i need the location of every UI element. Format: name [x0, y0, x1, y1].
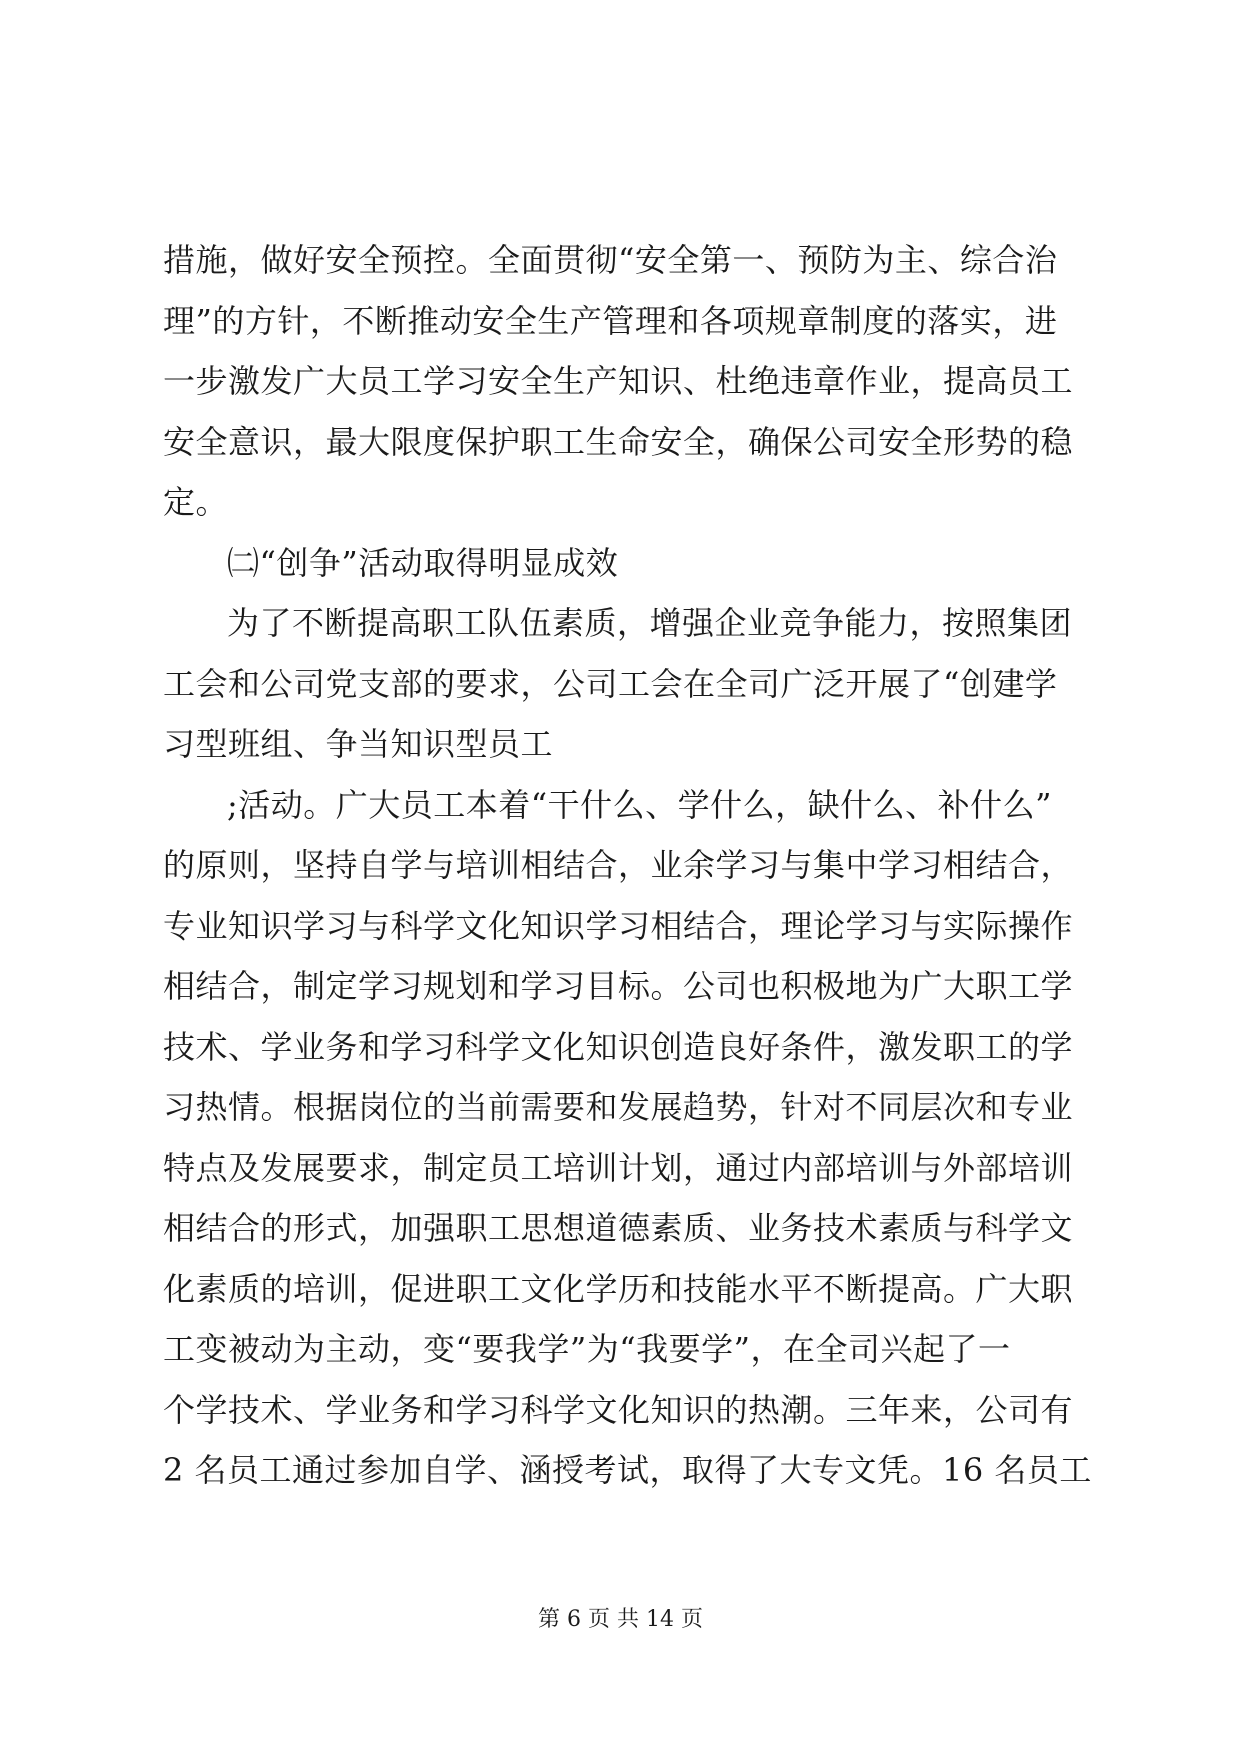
body-text — [163, 230, 1092, 1501]
text-line: 个学技术、学业务和学习科学文化知识的热潮。三年来，公司有 — [163, 1390, 1074, 1429]
text-line: 2 名员工通过参加自学、涵授考试，取得了大专文凭。16 名员工 — [163, 1451, 1092, 1489]
text-line: 工变被动为主动，变“要我学”为“我要学”，在全司兴起了一 — [163, 1330, 1011, 1368]
text-line: 的原则，坚持自学与培训相结合，业余学习与集中学习相结合， — [163, 846, 1074, 884]
page-number-footer: 第 6 页 共 14 页 — [538, 1607, 703, 1632]
text-line: 习型班组、争当知识型员工 — [163, 725, 554, 763]
text-line: 技术、学业务和学习科学文化知识创造良好条件，激发职工的学 — [163, 1027, 1074, 1066]
text-line: 化素质的培训，促进职工文化学历和技能水平不断提高。广大职 — [163, 1269, 1074, 1308]
text-line: 为了不断提高职工队伍素质，增强企业竞争能力，按照集团 — [227, 604, 1073, 642]
text-line: 特点及发展要求，制定员工培训计划，通过内部培训与外部培训 — [163, 1148, 1074, 1187]
text-line: 理”的方针，不断推动安全生产管理和各项规章制度的落实，进 — [163, 301, 1058, 340]
text-line: 专业知识学习与科学文化知识学习相结合，理论学习与实际操作 — [163, 906, 1074, 945]
text-line: 定。 — [163, 483, 229, 521]
text-line: 措施，做好安全预控。全面贯彻“安全第一、预防为主、综合治 — [163, 241, 1058, 279]
text-line: 习热情。根据岗位的当前需要和发展趋势，针对不同层次和专业 — [163, 1088, 1074, 1126]
section-heading: ㈡“创争”活动取得明显成效 — [227, 543, 619, 582]
text-line: 安全意识，最大限度保护职工生命安全，确保公司安全形势的稳 — [163, 422, 1074, 461]
text-line: 一步激发广大员工学习安全生产知识、杜绝违章作业，提高员工 — [163, 362, 1074, 400]
text-line: ;活动。广大员工本着“干什么、学什么，缺什么、补什么” — [227, 785, 1053, 824]
text-line: 工会和公司党支部的要求，公司工会在全司广泛开展了“创建学 — [163, 664, 1058, 703]
text-line: 相结合的形式，加强职工思想道德素质、业务技术素质与科学文 — [163, 1209, 1074, 1247]
text-line: 相结合，制定学习规划和学习目标。公司也积极地为广大职工学 — [163, 967, 1074, 1005]
